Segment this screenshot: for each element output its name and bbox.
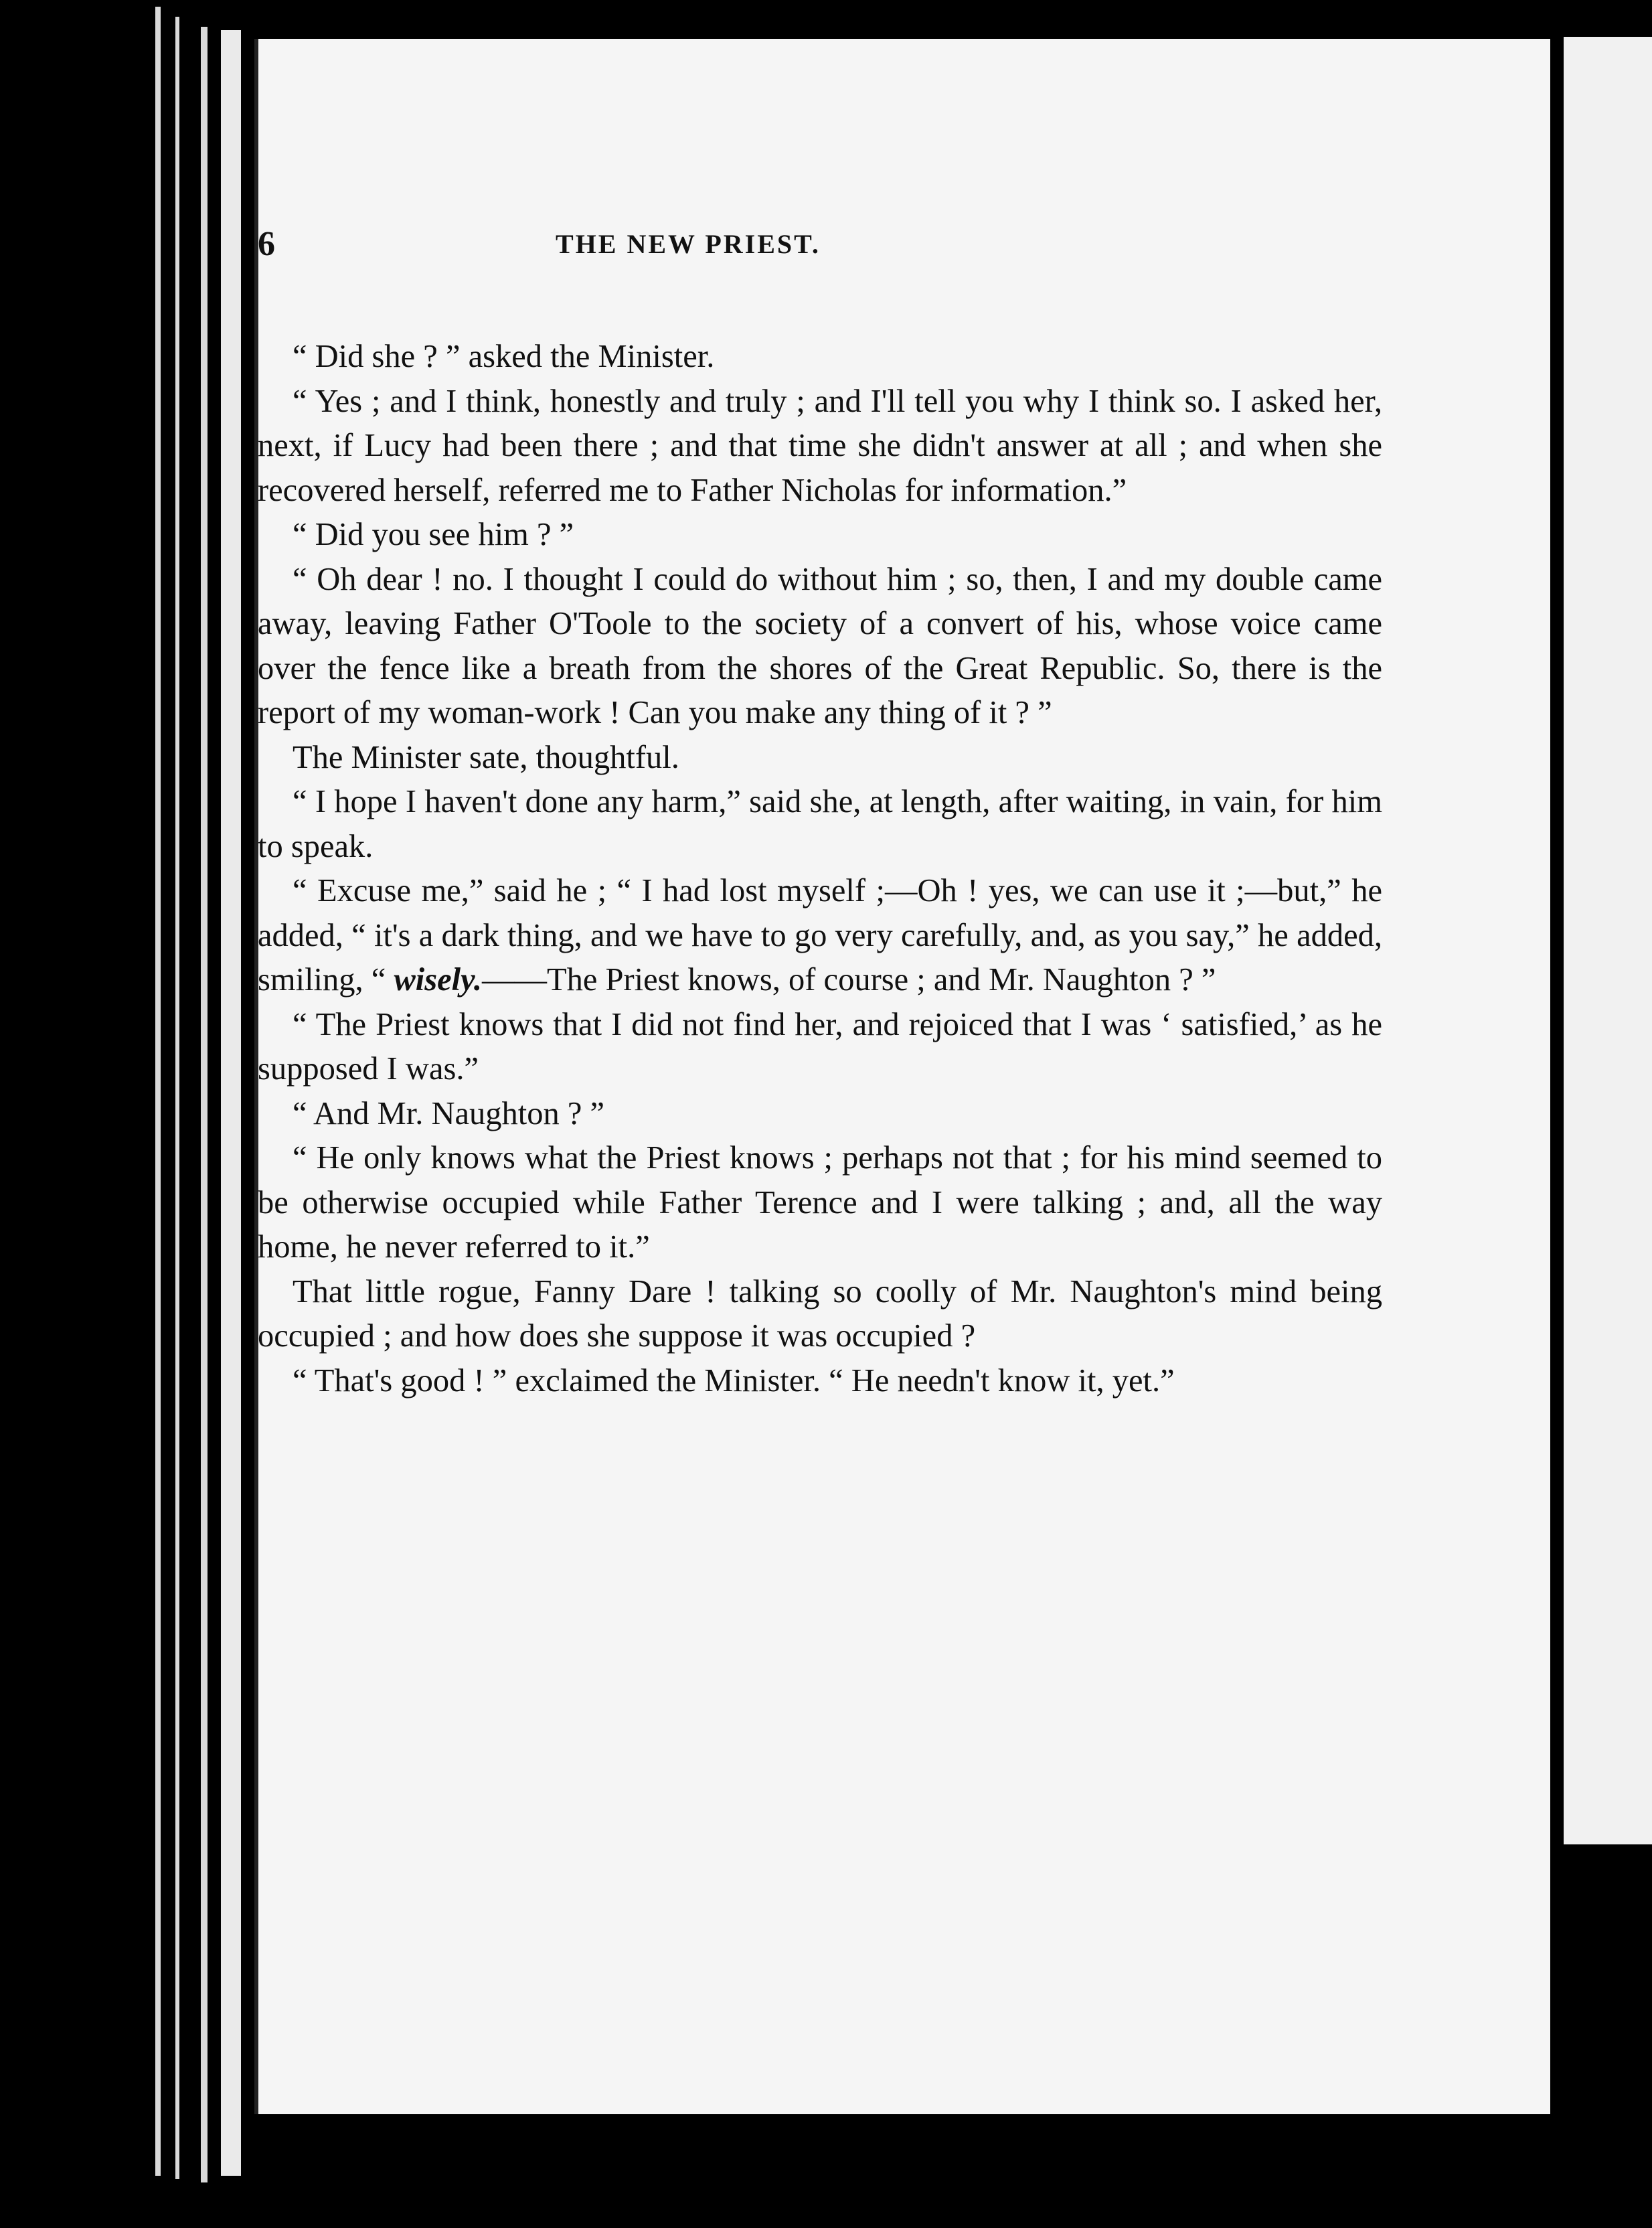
book-edge <box>201 27 208 2182</box>
body-text <box>258 335 1382 1403</box>
facing-page-edge <box>1564 37 1652 1844</box>
emphasized-word: wisely. <box>394 962 482 998</box>
page-number: 6 <box>258 225 275 263</box>
paragraph: “ And Mr. Naughton ? ” <box>293 1095 605 1131</box>
paragraph: “ I hope I haven't done any harm,” said she, at length, after waiting, in vain, for him to speak. <box>258 784 1382 864</box>
paragraph: “ He only knows what the Priest knows ; perhaps not that ; for his mind seemed to be otherwise occupied while Father Terence and I were talking ; and, all the way home, he never referred to it.” <box>258 1140 1382 1265</box>
book-edge <box>155 7 161 2176</box>
paragraph-text: ——The Priest knows, of course ; and Mr. Naughton ? ” <box>482 962 1216 998</box>
paragraph: “ Oh dear ! no. I thought I could do without him ; so, then, I and my double came away, leaving Father O'Toole to the society of a convert of his, whose voice came over the fence like a breath from the shores of the Great Republic. So, there is the report of my woman-work ! Can you make any thing of it ? ” <box>258 561 1382 730</box>
paragraph: “ The Priest knows that I did not find her, and rejoiced that I was ‘ satisfied,’ as he supposed I was.” <box>258 1006 1382 1087</box>
paragraph: That little rogue, Fanny Dare ! talking so coolly of Mr. Naughton's mind being occupied ; and how does she suppose it was occupied ? <box>258 1273 1382 1354</box>
paragraph: “ Did you see him ? ” <box>293 517 574 552</box>
paragraph: “ That's good ! ” exclaimed the Minister. “ He needn't know it, yet.” <box>293 1362 1175 1399</box>
paragraph-text: “ Excuse me,” said he ; “ I had lost myself ;—Oh ! yes, we can use it ;—but,” he added, “ it's a dark thing, and we have to go very carefully, and, as you say,” he added, smiling, “ <box>258 873 1382 998</box>
paragraph: The Minister sate, thoughtful. <box>293 739 679 775</box>
paragraph: “ Did she ? ” asked the Minister. <box>293 339 715 374</box>
paragraph: “ Yes ; and I think, honestly and truly ; and I'll tell you why I think so. I asked her, next, if Lucy had been there ; and that time she didn't answer at all ; and when she recovered herself, referred me to Father Nicholas for information.” <box>258 383 1382 508</box>
book-edge <box>221 30 241 2176</box>
paragraph <box>258 869 1382 1003</box>
page-header <box>258 224 1128 278</box>
book-edge <box>175 17 179 2179</box>
running-title: THE NEW PRIEST. <box>556 229 821 259</box>
